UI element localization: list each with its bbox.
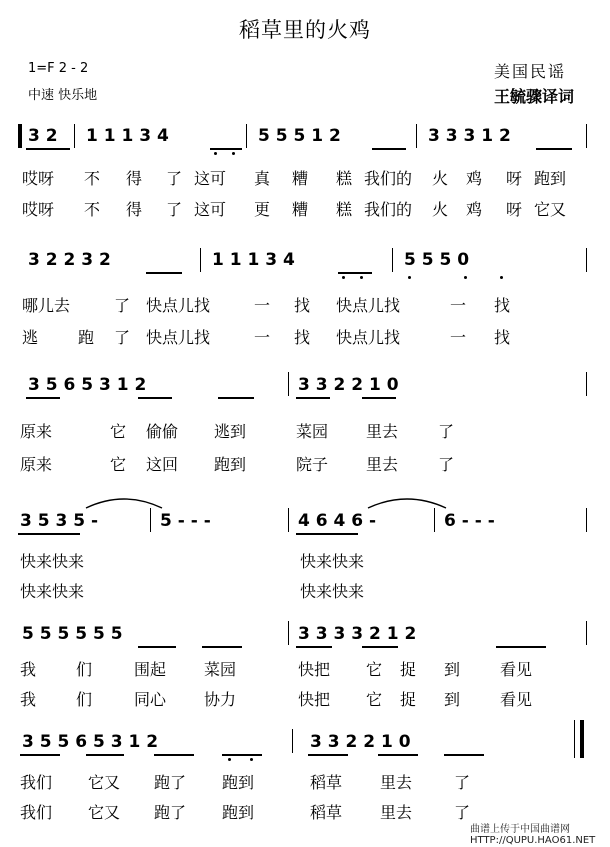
song-title: 稻草里的火鸡 — [239, 18, 371, 42]
lyric-word: 了 — [114, 296, 131, 315]
lyric-word: 我们 — [20, 803, 53, 822]
lyric-word: 了 — [438, 422, 455, 441]
lyric-word: 它 — [366, 690, 383, 709]
final-barline-thick — [580, 720, 584, 758]
beam-line — [154, 754, 194, 756]
barline — [416, 124, 417, 148]
final-barline-thin — [574, 720, 575, 758]
lyric-word: 了 — [454, 773, 471, 792]
lyric-word: 我们 — [20, 773, 53, 792]
lyric-word: 鸡 — [466, 200, 483, 219]
beam-line — [138, 646, 176, 648]
lyric-word: 哪儿去 — [22, 296, 71, 315]
barline — [74, 124, 75, 148]
lyric-word: 呀 — [506, 200, 523, 219]
measure-notes: 3 5 5 6 5 3 1 2 — [22, 732, 159, 752]
lyric-word: 快点儿找 — [146, 328, 211, 347]
lyric-word: 围起 — [134, 660, 167, 679]
beam-line — [338, 272, 372, 274]
lyric-word: 糕 — [336, 169, 353, 188]
lyric-word: 们 — [76, 690, 93, 709]
lyric-word: 稻草 — [310, 803, 343, 822]
measure-notes: 3 5 3 5 - — [20, 511, 99, 531]
lyric-word: 快点儿找 — [336, 296, 401, 315]
barline — [288, 372, 289, 396]
lyric-word: 得 — [126, 200, 143, 219]
lyric-word: 里去 — [366, 422, 399, 441]
site-watermark: 曲谱上传于中国曲谱网 HTTP://QUPU.HAO61.NET — [470, 824, 596, 846]
low-octave-dot — [232, 152, 235, 155]
measure-notes: 1 1 1 3 4 — [212, 250, 295, 270]
lyric-word: 找 — [294, 328, 311, 347]
measure-notes: 5 5 5 0 — [404, 250, 470, 270]
lyricist-credit: 王毓骤译词 — [494, 87, 575, 106]
barline — [150, 508, 151, 532]
low-octave-dot — [464, 276, 467, 279]
low-octave-dot — [500, 276, 503, 279]
lyric-word: 了 — [454, 803, 471, 822]
lyric-word: 哎呀 — [22, 169, 55, 188]
lyric-word: 找 — [494, 328, 511, 347]
low-octave-dot — [360, 276, 363, 279]
lyric-word: 原来 — [20, 422, 53, 441]
lyric-word: 呀 — [506, 169, 523, 188]
lyric-word: 稻草 — [310, 773, 343, 792]
lyric-word: 里去 — [380, 773, 413, 792]
lyric-word: 原来 — [20, 455, 53, 474]
lyric-word: 逃 — [22, 328, 39, 347]
barline — [586, 621, 587, 645]
lyric-word: 它 — [366, 660, 383, 679]
measure-notes: 3 3 2 2 1 0 — [310, 732, 411, 752]
lyric-word: 院子 — [296, 455, 329, 474]
lyric-word: 里去 — [380, 803, 413, 822]
lyric-word: 跑 — [78, 328, 95, 347]
lyric-word: 偷偷 — [146, 422, 179, 441]
key-signature: 1=F 2 - 2 — [28, 61, 89, 76]
beam-line — [362, 646, 398, 648]
beam-line — [496, 646, 546, 648]
lyric-word: 我 — [20, 660, 37, 679]
lyric-word: 一 — [254, 328, 271, 347]
lyric-word: 糟 — [292, 200, 309, 219]
lyric-word: 了 — [166, 200, 183, 219]
lyric-word: 鸡 — [466, 169, 483, 188]
measure-notes: 3 2 2 3 2 — [28, 250, 111, 270]
lyric-word: 捉 — [400, 690, 417, 709]
beam-line — [296, 646, 332, 648]
lyric-word: 糟 — [292, 169, 309, 188]
lyric-word: 这可 — [194, 169, 227, 188]
beam-line — [146, 272, 182, 274]
song-origin: 美国民谣 — [494, 62, 567, 81]
beam-line — [378, 754, 418, 756]
lyric-word: 真 — [254, 169, 271, 188]
lyric-word: 协力 — [204, 690, 237, 709]
lyric-word: 它又 — [88, 803, 121, 822]
beam-line — [296, 533, 358, 535]
lyric-word: 跑到 — [534, 169, 567, 188]
lyric-word: 菜园 — [204, 660, 237, 679]
lyric-word: 菜园 — [296, 422, 329, 441]
lyric-word: 里去 — [366, 455, 399, 474]
lyric-word: 了 — [438, 455, 455, 474]
measure-notes: 1 1 1 3 4 — [86, 126, 169, 146]
beam-line — [26, 397, 60, 399]
lyric-word: 快点儿找 — [336, 328, 401, 347]
beam-line — [210, 148, 242, 150]
low-octave-dot — [228, 758, 231, 761]
barline — [200, 248, 201, 272]
lyric-word: 看见 — [500, 660, 533, 679]
lyric-word: 跑了 — [154, 803, 187, 822]
measure-notes: 5 - - - — [160, 511, 211, 531]
measure-notes: 6 - - - — [444, 511, 495, 531]
lyric-word: 不 — [84, 200, 101, 219]
measure-notes: 3 3 3 1 2 — [428, 126, 511, 146]
lyric-word: 跑到 — [222, 773, 255, 792]
lyric-word: 了 — [166, 169, 183, 188]
barline — [292, 729, 293, 753]
lyric-word: 快来快来 — [300, 552, 365, 571]
lyric-word: 跑了 — [154, 773, 187, 792]
beam-line — [362, 397, 396, 399]
measure-notes: 4 6 4 6 - — [298, 511, 377, 531]
lyric-word: 我 — [20, 690, 37, 709]
barline — [434, 508, 435, 532]
beam-line — [222, 754, 262, 756]
lyric-word: 它又 — [88, 773, 121, 792]
lyric-word: 它又 — [534, 200, 567, 219]
beam-line — [372, 148, 406, 150]
lyric-word: 这可 — [194, 200, 227, 219]
lyric-word: 们 — [76, 660, 93, 679]
lyric-word: 了 — [114, 328, 131, 347]
beam-line — [444, 754, 484, 756]
lyric-word: 快来快来 — [20, 582, 85, 601]
barline — [392, 248, 393, 272]
start-barline — [18, 124, 22, 148]
beam-line — [18, 533, 80, 535]
lyric-word: 得 — [126, 169, 143, 188]
lyric-word: 它 — [110, 422, 127, 441]
lyric-word: 火 — [432, 169, 449, 188]
lyric-word: 跑到 — [222, 803, 255, 822]
lyric-word: 跑到 — [214, 455, 247, 474]
measure-notes: 5 5 5 5 5 5 — [22, 624, 123, 644]
tie-slur — [366, 490, 448, 510]
lyric-word: 这回 — [146, 455, 179, 474]
lyric-word: 找 — [494, 296, 511, 315]
lyric-word: 糕 — [336, 200, 353, 219]
beam-line — [138, 397, 172, 399]
low-octave-dot — [342, 276, 345, 279]
low-octave-dot — [214, 152, 217, 155]
lyric-word: 一 — [254, 296, 271, 315]
lyric-word: 到 — [444, 660, 461, 679]
lyric-word: 我们的 — [364, 200, 413, 219]
lyric-word: 到 — [444, 690, 461, 709]
lyric-word: 火 — [432, 200, 449, 219]
lyric-word: 看见 — [500, 690, 533, 709]
barline — [586, 124, 587, 148]
beam-line — [20, 754, 60, 756]
barline — [586, 372, 587, 396]
lyric-word: 快点儿找 — [146, 296, 211, 315]
lyric-word: 不 — [84, 169, 101, 188]
measure-notes: 5 5 5 1 2 — [258, 126, 341, 146]
lyric-word: 更 — [254, 200, 271, 219]
low-octave-dot — [408, 276, 411, 279]
lyric-word: 同心 — [134, 690, 167, 709]
lyric-word: 快把 — [298, 690, 331, 709]
lyric-word: 捉 — [400, 660, 417, 679]
low-octave-dot — [250, 758, 253, 761]
tie-slur — [84, 490, 164, 510]
barline — [288, 621, 289, 645]
lyric-word: 哎呀 — [22, 200, 55, 219]
lyric-word: 快把 — [298, 660, 331, 679]
lyric-word: 我们的 — [364, 169, 413, 188]
measure-notes: 3 2 — [28, 126, 58, 146]
beam-line — [308, 754, 348, 756]
lyric-word: 它 — [110, 455, 127, 474]
beam-line — [86, 754, 124, 756]
lyric-word: 找 — [294, 296, 311, 315]
barline — [246, 124, 247, 148]
barline — [288, 508, 289, 532]
beam-line — [218, 397, 254, 399]
barline — [586, 508, 587, 532]
measure-notes: 3 3 3 3 2 1 2 — [298, 624, 417, 644]
barline — [586, 248, 587, 272]
beam-line — [26, 148, 70, 150]
lyric-word: 快来快来 — [300, 582, 365, 601]
beam-line — [202, 646, 242, 648]
measure-notes: 3 3 2 2 1 0 — [298, 375, 399, 395]
beam-line — [536, 148, 572, 150]
measure-notes: 3 5 6 5 3 1 2 — [28, 375, 147, 395]
beam-line — [296, 397, 330, 399]
lyric-word: 逃到 — [214, 422, 247, 441]
tempo-marking: 中速 快乐地 — [28, 88, 98, 103]
lyric-word: 一 — [450, 296, 467, 315]
lyric-word: 一 — [450, 328, 467, 347]
lyric-word: 快来快来 — [20, 552, 85, 571]
